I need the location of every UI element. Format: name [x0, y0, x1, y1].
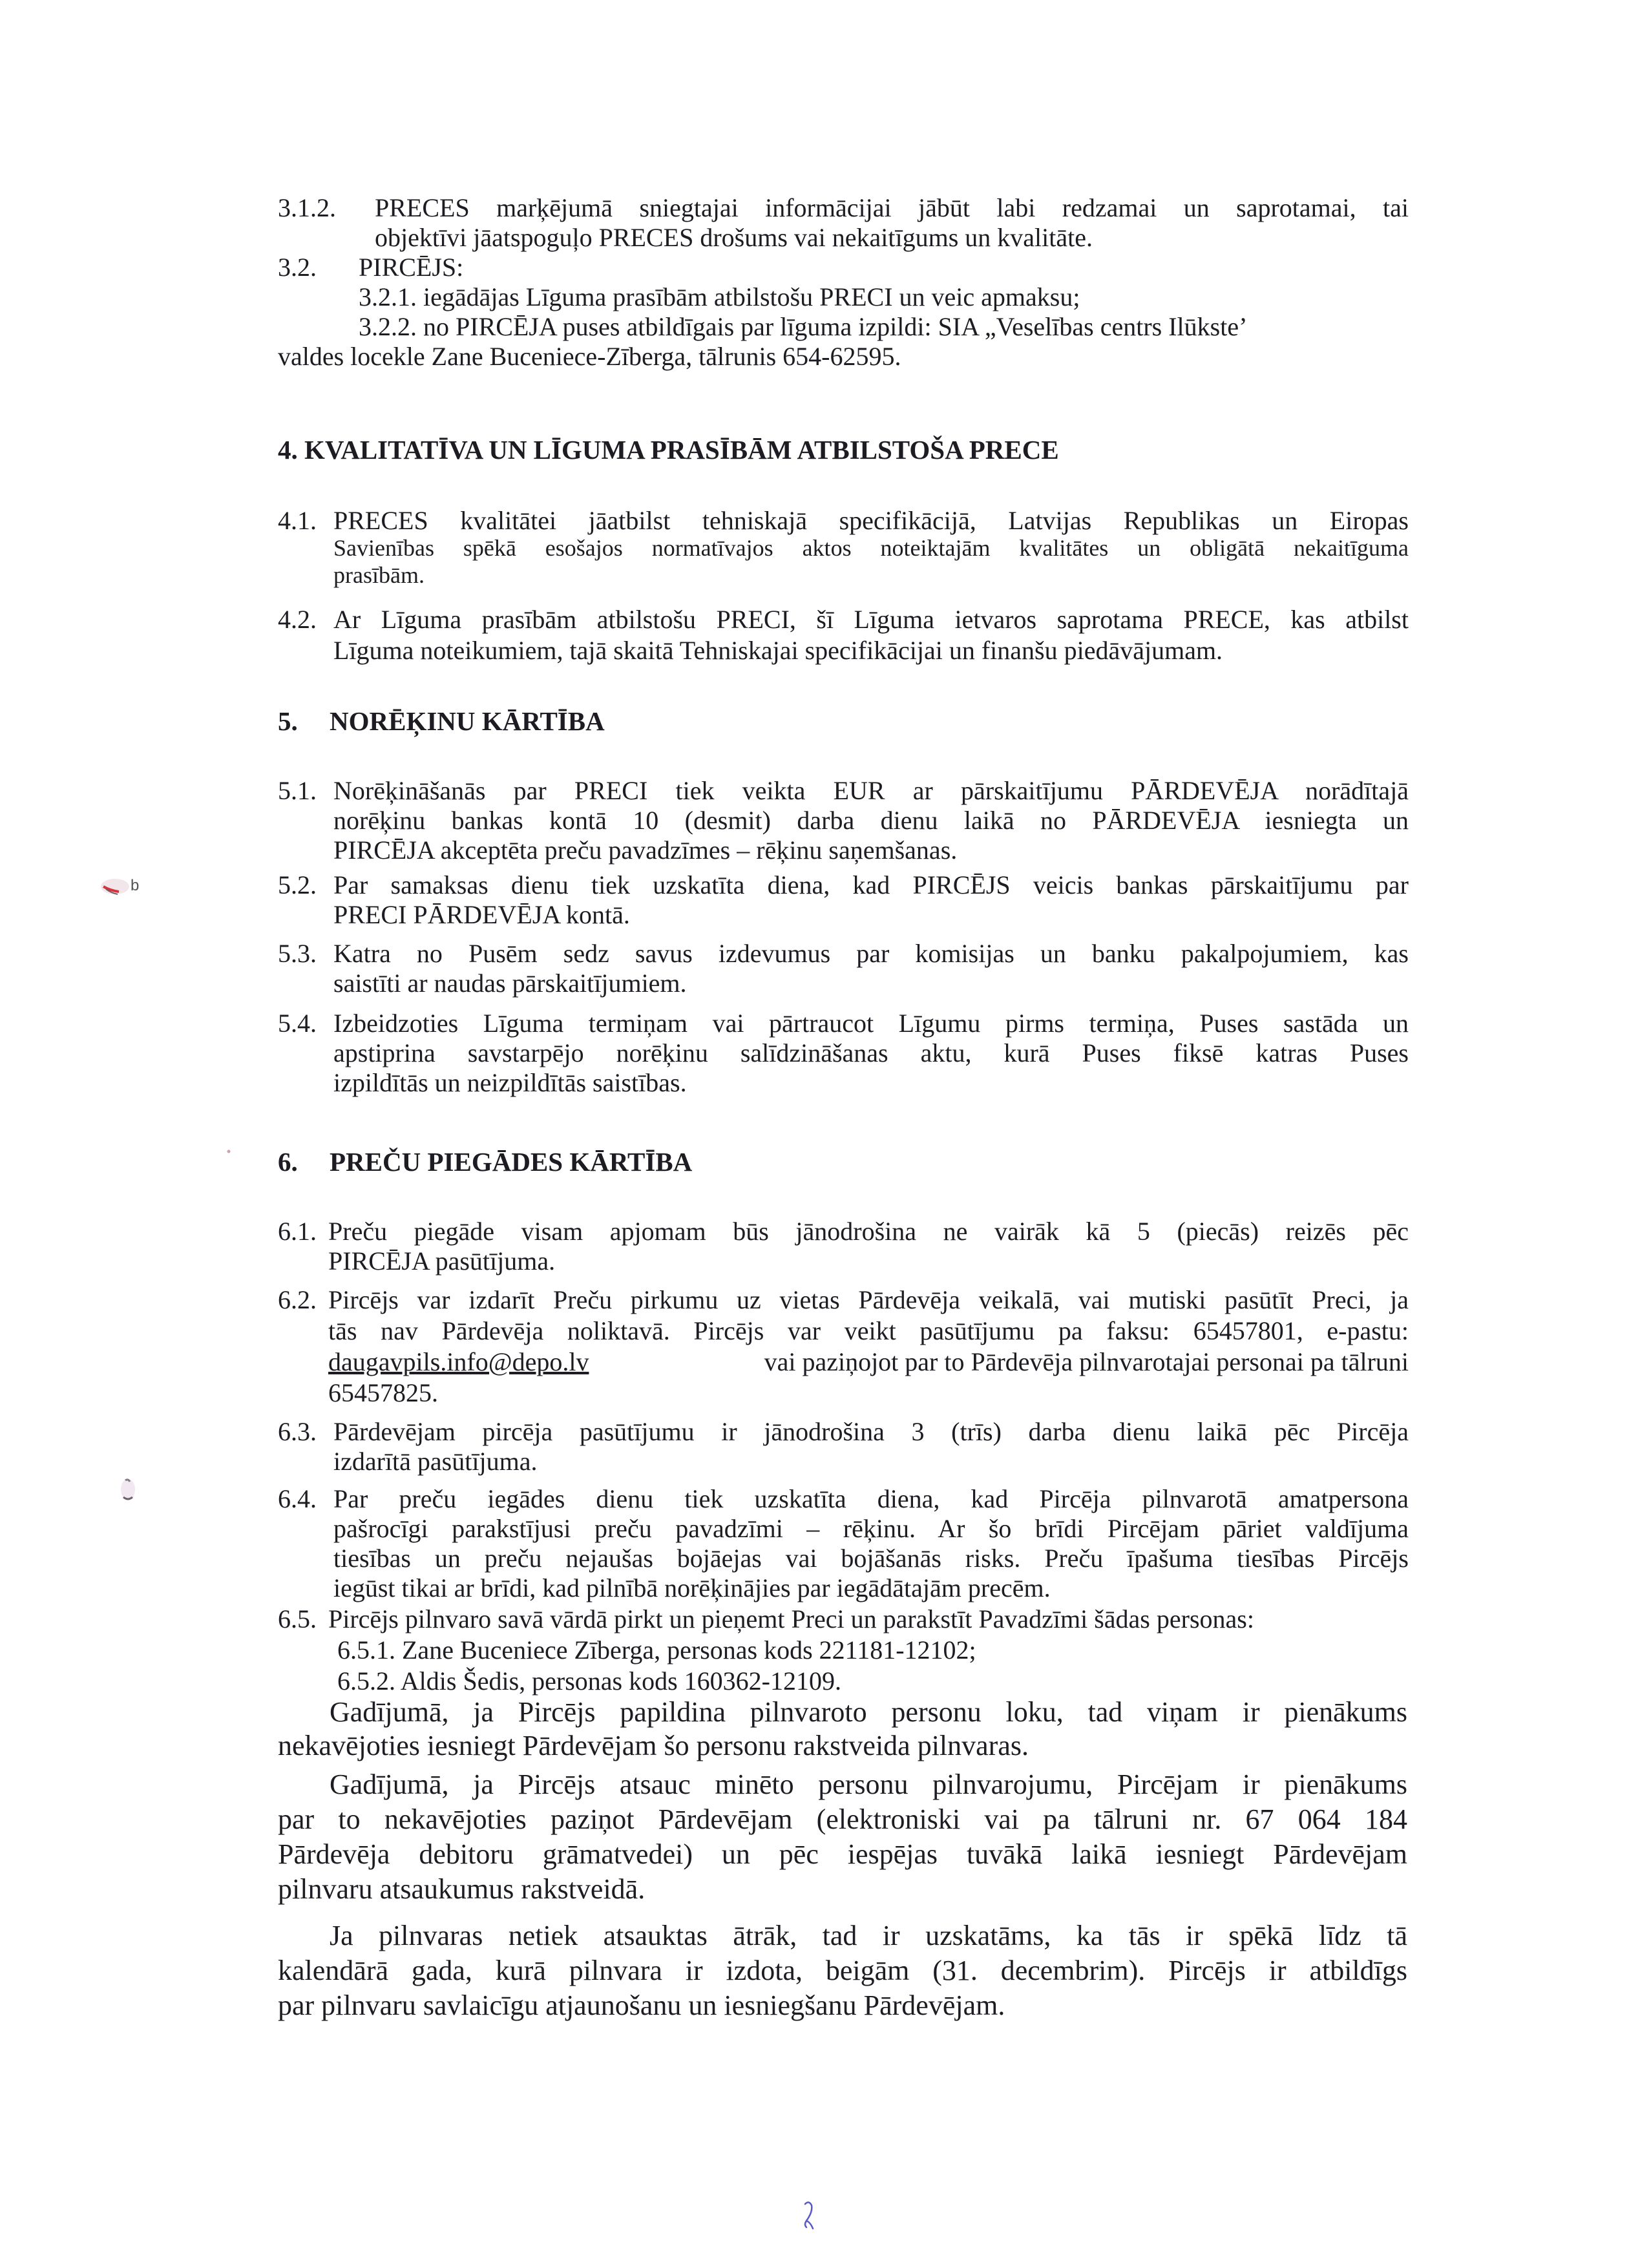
- clause-6-4-line: tiesības un preču nejaušas bojāejas vai bojāšanās risks. Preču īpašuma tiesības Pircējs: [333, 1544, 1409, 1573]
- clause-4-1-number: 4.1.: [278, 506, 317, 535]
- clause-5-4-line: Izbeidzoties Līguma termiņam vai pārtraucot Līgumu pirms termiņa, Puses sastāda un: [333, 1009, 1409, 1038]
- clause-3-1-2-number: 3.1.2.: [278, 193, 336, 222]
- margin-letter: b: [131, 877, 140, 894]
- clause-6-5-2: 6.5.2. Aldis Šedis, personas kods 160362-12109.: [337, 1666, 841, 1696]
- section-6-number: 6.: [278, 1147, 298, 1177]
- clause-3-1-2-line: objektīvi jāatspoguļo PRECES drošums vai nekaitīgums un kvalitāte.: [375, 223, 1093, 252]
- clause-6-2-line: [328, 1347, 1409, 1378]
- section-5-number: 5.: [278, 706, 298, 736]
- clause-6-1-line: PIRCĒJA pasūtījuma.: [328, 1246, 556, 1276]
- clause-5-2-number: 5.2.: [278, 870, 317, 899]
- paragraph-line: par pilnvaru savlaicīgu atjaunošanu un iesniegšanu Pārdevējam.: [278, 1990, 1005, 2021]
- clause-5-2-line: Par samaksas dienu tiek uzskatīta diena, kad PIRCĒJS veicis bankas pārskaitījumu par: [333, 870, 1409, 899]
- clause-4-1-line: prasībām.: [333, 562, 425, 588]
- clause-6-5-1: 6.5.1. Zane Buceniece Zīberga, personas kods 221181-12102;: [337, 1635, 976, 1664]
- clause-4-1-line: PRECES kvalitātei jāatbilst tehniskajā specifikācijā, Latvijas Republikas un Eiropas: [333, 506, 1409, 535]
- clause-6-4-line: Par preču iegādes dienu tiek uzskatīta diena, kad Pircēja pilnvarotā amatpersona: [333, 1484, 1409, 1513]
- section-6-heading: PREČU PIEGĀDES KĀRTĪBA: [330, 1147, 693, 1177]
- section-4-heading: 4. KVALITATĪVA UN LĪGUMA PRASĪBĀM ATBILSTOŠA PRECE: [278, 435, 1059, 465]
- clause-3-2-text: PIRCĒJS:: [359, 253, 464, 282]
- clause-6-2-number: 6.2.: [278, 1285, 317, 1314]
- margin-stamp-mark: [97, 872, 149, 898]
- clause-6-5-line: Pircējs pilnvaro savā vārdā pirkt un pieņemt Preci un parakstīt Pavadzīmi šādas personas:: [328, 1604, 1254, 1633]
- clause-6-1-line: Preču piegāde visam apjomam būs jānodrošina ne vairāk kā 5 (piecās) reizēs pēc: [328, 1217, 1409, 1246]
- paragraph-line: Gadījumā, ja Pircējs papildina pilnvaroto personu loku, tad viņam ir pienākums: [330, 1696, 1407, 1728]
- clause-6-2-line: tās nav Pārdevēja noliktavā. Pircējs var veikt pasūtījumu pa faksu: 65457801, e-pastu:: [328, 1316, 1409, 1345]
- clause-5-1-line: Norēķināšanās par PRECI tiek veikta EUR ar pārskaitījumu PĀRDEVĒJA norādītajā: [333, 776, 1409, 805]
- clause-4-1-line: Savienības spēkā esošajos normatīvajos aktos noteiktajām kvalitātes un obligātā nekaitīguma: [333, 535, 1409, 561]
- clause-5-2-line: PRECI PĀRDEVĒJA kontā.: [333, 900, 630, 929]
- clause-6-4-line: pašrocīgi parakstījusi preču pavadzīmi – rēķinu. Ar šo brīdi Pircējam pāriet valdījuma: [333, 1514, 1409, 1543]
- clause-3-2-number: 3.2.: [278, 253, 317, 282]
- clause-4-2-line: Līguma noteikumiem, tajā skaitā Tehniskajai specifikācijai un finanšu piedāvājumam.: [333, 636, 1223, 665]
- section-5-heading: NORĒĶINU KĀRTĪBA: [330, 706, 605, 736]
- clause-3-1-2-line: PRECES marķējumā sniegtajai informācijai jābūt labi redzamai un saprotamai, tai: [375, 193, 1409, 222]
- clause-6-2-line: Pircējs var izdarīt Preču pirkumu uz vietas Pārdevēja veikalā, vai mutiski pasūtīt Preci, ja: [328, 1285, 1409, 1314]
- clause-6-3-line: Pārdevējam pircēja pasūtījumu ir jānodrošina 3 (trīs) darba dienu laikā pēc Pircēja: [333, 1417, 1409, 1446]
- handwritten-page-number: [800, 2200, 819, 2230]
- clause-5-1-number: 5.1.: [278, 776, 317, 805]
- clause-6-2-text: vai paziņojot par to Pārdevēja pilnvarotajai personai pa tālruni: [764, 1347, 1409, 1376]
- clause-5-4-line: apstiprina savstarpējo norēķinu salīdzināšanas aktu, kurā Puses fiksē katras Puses: [333, 1038, 1409, 1067]
- clause-3-2-1: 3.2.1. iegādājas Līguma prasībām atbilstošu PRECI un veic apmaksu;: [359, 282, 1080, 311]
- paragraph-line: par to nekavējoties paziņot Pārdevējam (elektroniski vai pa tālruni nr. 67 064 184: [278, 1803, 1407, 1835]
- email-link[interactable]: daugavpils.info@depo.lv: [328, 1347, 589, 1376]
- clause-4-2-number: 4.2.: [278, 605, 317, 634]
- clause-5-4-number: 5.4.: [278, 1009, 317, 1038]
- clause-6-3-line: izdarītā pasūtījuma.: [333, 1447, 538, 1476]
- clause-3-2-2-line: valdes locekle Zane Buceniece-Zīberga, tālrunis 654-62595.: [278, 342, 901, 371]
- paragraph-line: Gadījumā, ja Pircējs atsauc minēto personu pilnvarojumu, Pircējam ir pienākums: [330, 1769, 1407, 1800]
- paragraph-line: nekavējoties iesniegt Pārdevējam šo personu rakstveida pilnvaras.: [278, 1730, 1029, 1761]
- paragraph-line: kalendārā gada, kurā pilnvara ir izdota, beigām (31. decembrim). Pircējs ir atbildīgs: [278, 1955, 1407, 1986]
- clause-5-1-line: norēķinu bankas kontā 10 (desmit) darba dienu laikā no PĀRDEVĒJA iesniegta un: [333, 806, 1409, 835]
- clause-3-2-2-line: 3.2.2. no PIRCĒJA puses atbildīgais par līguma izpildi: SIA „Veselības centrs Ilūkste’: [359, 312, 1248, 341]
- clause-5-3-line: Katra no Pusēm sedz savus izdevumus par komisijas un banku pakalpojumiem, kas: [333, 939, 1409, 968]
- margin-spot-mark: [120, 1476, 136, 1502]
- clause-5-3-number: 5.3.: [278, 939, 317, 968]
- paragraph-line: pilnvaru atsaukumus rakstveidā.: [278, 1873, 646, 1905]
- paragraph-line: Ja pilnvaras netiek atsauktas ātrāk, tad ir uzskatāms, ka tās ir spēkā līdz tā: [330, 1920, 1407, 1951]
- clause-5-1-line: PIRCĒJA akceptēta preču pavadzīmes – rēķinu saņemšanas.: [333, 835, 958, 865]
- clause-6-4-line: iegūst tikai ar brīdi, kad pilnībā norēķinājies par iegādātajām precēm.: [333, 1573, 1051, 1602]
- clause-4-2-line: Ar Līguma prasībām atbilstošu PRECI, šī Līguma ietvaros saprotama PRECE, kas atbilst: [333, 605, 1409, 634]
- paragraph-line: Pārdevēja debitoru grāmatvedei) un pēc iespējas tuvākā laikā iesniegt Pārdevējam: [278, 1838, 1407, 1870]
- clause-5-4-line: izpildītās un neizpildītās saistības.: [333, 1068, 687, 1097]
- clause-6-5-number: 6.5.: [278, 1604, 317, 1633]
- clause-6-3-number: 6.3.: [278, 1417, 317, 1446]
- clause-6-4-number: 6.4.: [278, 1484, 317, 1513]
- clause-6-2-line: 65457825.: [328, 1378, 438, 1407]
- margin-dot-mark: [226, 1149, 231, 1154]
- clause-5-3-line: saistīti ar naudas pārskaitījumiem.: [333, 969, 687, 998]
- clause-6-1-number: 6.1.: [278, 1217, 317, 1246]
